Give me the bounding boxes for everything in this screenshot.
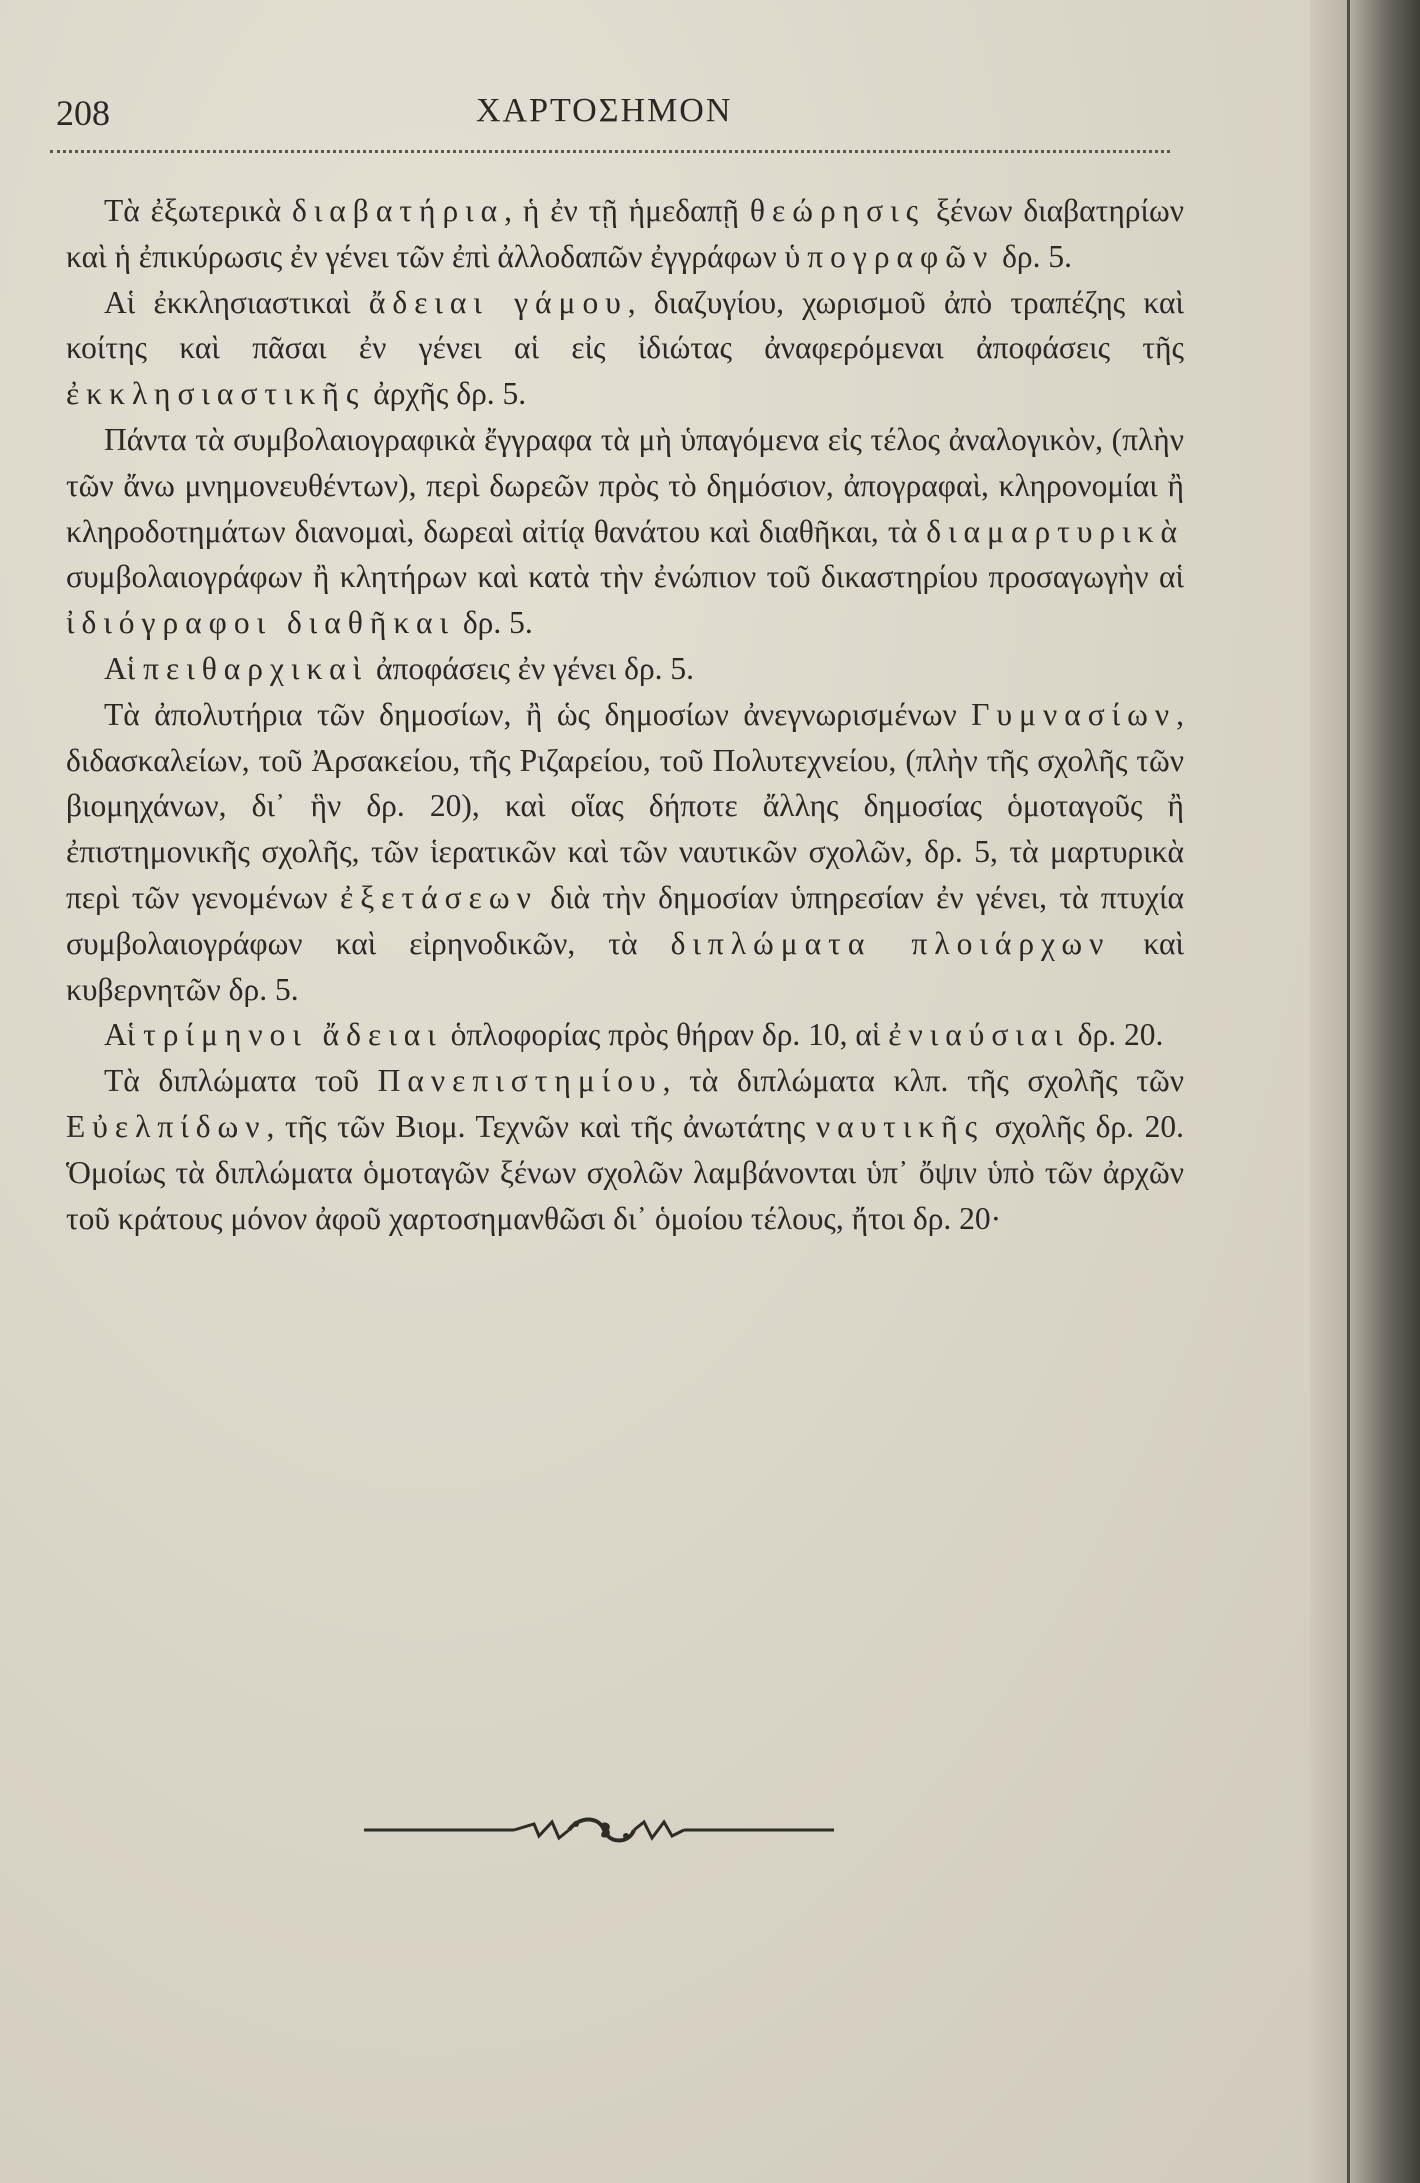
spaced-emphasis-text: ἄδειαι γάμου xyxy=(368,284,628,320)
spaced-emphasis-text: ἐκκλησιαστικῆς xyxy=(66,376,366,412)
spaced-emphasis-text: ἐνιαύσιαι xyxy=(888,1017,1070,1053)
ornament-icon xyxy=(364,1810,834,1850)
paragraph-text: δρ. 20. xyxy=(1069,1017,1164,1053)
book-binding-shadow xyxy=(1310,0,1420,2183)
paragraph-text: σχολῆς δρ. 20. Ὁμοίως τὰ διπλώματα ὁμοταγῶν ξένων σχολῶν λαμβάνονται ὑπ᾿ ὄψιν ὑπὸ τῶν ἀρχῶν τοῦ κράτους μόνον ἀφοῦ χαρτοσημανθῶσι δι᾿ ὁμοίου τέλους, ἤτοι δρ. 20· xyxy=(66,1108,1184,1236)
spaced-emphasis-text: διαβατήρια xyxy=(291,193,505,228)
spaced-emphasis-text: Εὐελπίδων xyxy=(66,1108,267,1144)
end-ornament xyxy=(364,1810,834,1850)
paragraph-text: Πάντα τὰ συμβολαιογραφικὰ ἔγγραφα τὰ μὴ ὑπαγόμενα εἰς τέλος ἀναλογικὸν, (πλὴν τῶν ἄνω μνημονευθέντων), περὶ δωρεῶν πρὸς τὸ δημόσιον, ἀπογραφαὶ, κληρονομίαι ἢ κληροδοτημάτων διανομαὶ, δωρεαὶ αἰτίᾳ θανάτου καὶ διαθῆκαι, τὰ xyxy=(66,421,1184,549)
paragraph-text: συμβολαιογράφων ἢ κλητήρων καὶ κατὰ τὴν ἐνώπιον τοῦ δικαστηρίου προσαγωγὴν αἱ xyxy=(66,559,1184,595)
paragraph xyxy=(66,280,1184,417)
spaced-emphasis-text: Πανεπιστημίου xyxy=(377,1063,663,1099)
paragraph xyxy=(66,692,1184,1013)
binding-gutter-line xyxy=(1347,0,1350,2183)
paragraph-text: , διαζυγίου, χωρισμοῦ ἀπὸ τραπέζης καὶ κοίτης καὶ πᾶσαι ἐν γένει αἱ εἰς ἰδιώτας ἀναφερόμεναι ἀποφάσεις τῆς xyxy=(66,284,1184,366)
header-rule xyxy=(50,150,1170,153)
spaced-emphasis-text: Γυμνασίων xyxy=(971,696,1177,732)
spaced-emphasis-text: διπλώματα πλοιάρχων xyxy=(670,925,1111,961)
running-title: ΧΑΡΤΟΣΗΜΟΝ xyxy=(476,92,733,129)
paragraph-text: Τὰ ἐξωτερικὰ xyxy=(104,193,292,228)
paragraph xyxy=(66,646,1184,692)
spaced-emphasis-text: ὑπογραφῶν xyxy=(784,238,995,274)
paragraph-text: , τὰ διπλώματα κλπ. τῆς σχολῆς τῶν xyxy=(662,1063,1184,1099)
paragraph-text: Αἱ xyxy=(104,1017,144,1053)
paragraph-text: ὁπλοφορίας πρὸς θήραν δρ. 10, αἱ xyxy=(442,1017,889,1053)
paragraph-text: ἀρχῆς δρ. 5. xyxy=(365,376,527,412)
paragraph xyxy=(66,1058,1184,1241)
paragraph-text: , διδασκαλείων, τοῦ Ἀρσακείου, τῆς Ριζαρείου, τοῦ Πολυτεχνείου, (πλὴν τῆς σχολῆς τῶν βιομηχάνων, δι᾿ ἣν δρ. 20), καὶ οἵας δήποτε ἄλλης δημοσίας ὁμοταγοῦς ἢ ἐπιστημονικῆς σχολῆς, τῶν ἱερατικῶν καὶ τῶν ναυτικῶν σχολῶν, δρ. 5, τὰ μαρτυρικὰ περὶ τῶν γενομένων xyxy=(66,696,1184,915)
page-header xyxy=(56,92,1170,142)
paragraph-text: , τῆς τῶν Βιομ. Τεχνῶν καὶ τῆς ἀνωτάτης xyxy=(266,1108,816,1144)
paragraph-text: Τὰ ἀπολυτήρια τῶν δημοσίων, ἢ ὡς δημοσίων ἀνεγνωρισμένων xyxy=(104,696,972,732)
paragraph xyxy=(66,1012,1184,1058)
body-text xyxy=(66,188,1184,1241)
spaced-emphasis-text: τρίμηνοι ἄδειαι xyxy=(143,1017,443,1053)
paragraph-text: , ἡ ἐν τῇ ἡμεδαπῇ xyxy=(504,193,750,228)
spaced-emphasis-text: ἐξετάσεων xyxy=(340,879,538,915)
spaced-emphasis-text: θεώρησις xyxy=(749,193,926,228)
spaced-emphasis-text: διαμαρτυρικὰ xyxy=(926,513,1184,549)
paragraph-text: Τὰ διπλώματα τοῦ xyxy=(104,1063,378,1099)
spaced-emphasis-text: πειθαρχικαὶ xyxy=(143,650,369,686)
spaced-emphasis-text: ναυτικῆς xyxy=(815,1108,985,1144)
paragraph xyxy=(66,417,1184,646)
spaced-emphasis-text: ἰδιόγραφοι διαθῆκαι xyxy=(66,605,455,641)
paragraph-text: δρ. 5. xyxy=(994,238,1073,274)
paragraph-text: Αἱ xyxy=(104,650,144,686)
paragraph-text: Αἱ ἐκκλησιαστικαὶ xyxy=(104,284,369,320)
paragraph-text: ξένων διαβατηρίων καὶ ἡ ἐπικύρωσις ἐν γένει τῶν ἐπὶ ἀλλοδαπῶν ἐγγράφων xyxy=(66,193,1184,274)
page-number: 208 xyxy=(56,93,110,133)
paragraph-text: δρ. 5. xyxy=(454,605,533,641)
paragraph xyxy=(66,188,1184,280)
paragraph-text: ἀποφάσεις ἐν γένει δρ. 5. xyxy=(368,650,695,686)
paragraph-text: διὰ τὴν δημοσίαν ὑπηρεσίαν ἐν γένει, τὰ πτυχία συμβολαιογράφων καὶ εἰρηνοδικῶν, τὰ xyxy=(66,879,1184,961)
paragraph-text: καὶ κυβερνητῶν δρ. 5. xyxy=(66,925,1184,1007)
